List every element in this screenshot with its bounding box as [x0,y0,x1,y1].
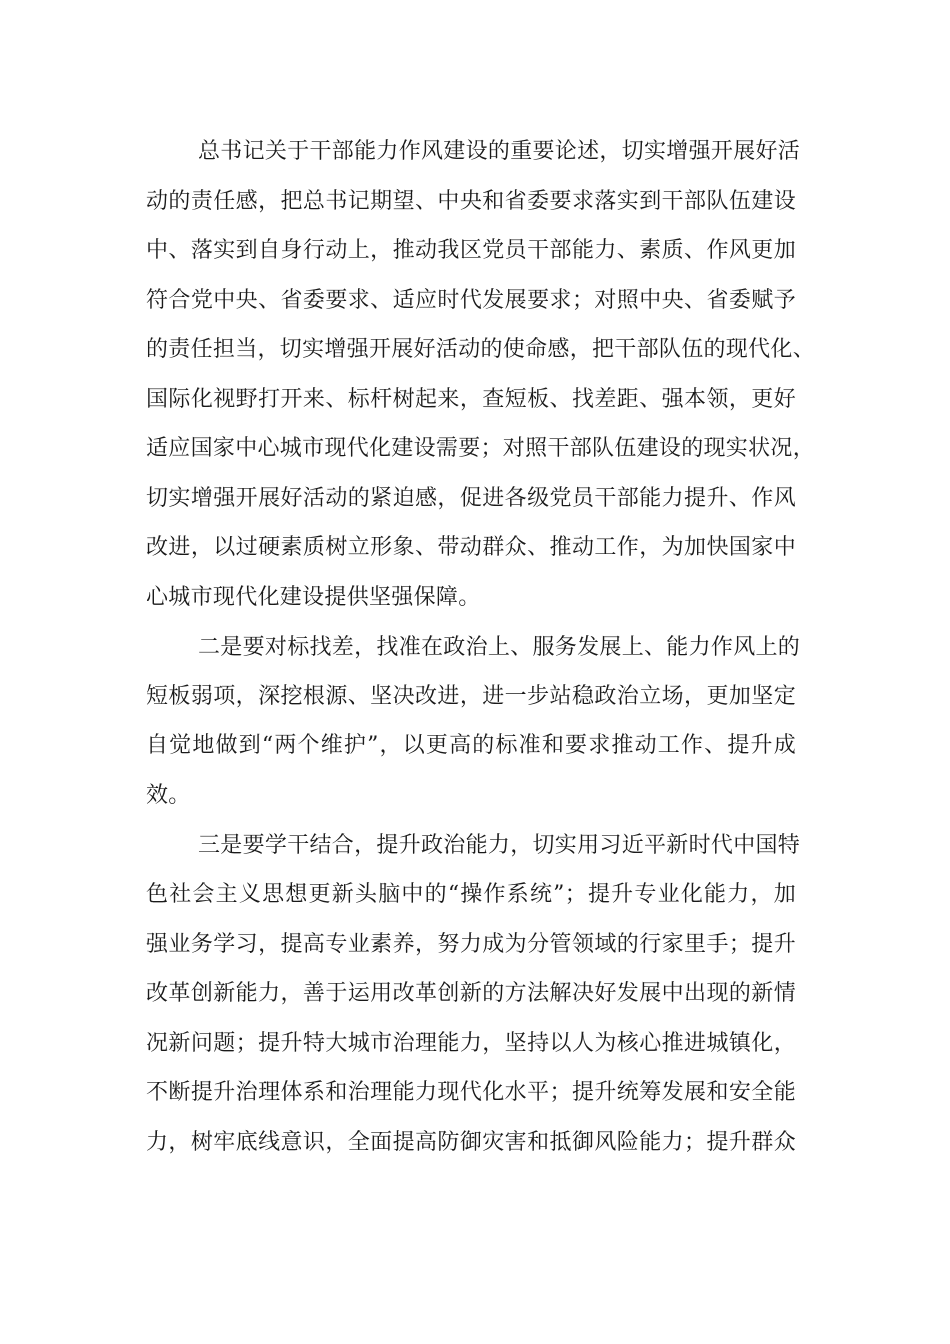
paragraph-1-line-1: 总书记关于干部能力作风建设的重要论述，切实增强开展好活 [198,139,801,164]
paragraph-3-line-5: 况新问题；提升特大城市治理能力，坚持以人为核心推进城镇化， [146,1031,796,1056]
paragraph-2-line-3: 自觉地做到“两个维护”，以更高的标准和要求推动工作、提升成 [146,733,796,758]
paragraph-1-line-6: 国际化视野打开来、标杆树起来，查短板、找差距、强本领，更好 [146,387,796,412]
paragraph-1-line-3: 中、落实到自身行动上，推动我区党员干部能力、素质、作风更加 [146,238,796,263]
paragraph-3-line-4: 改革创新能力，善于运用改革创新的方法解决好发展中出现的新情 [146,981,796,1006]
paragraph-2-line-1: 二是要对标找差，找准在政治上、服务发展上、能力作风上的 [198,635,801,660]
paragraph-3-line-3: 强业务学习，提高专业素养，努力成为分管领域的行家里手；提升 [146,932,796,957]
paragraph-3-line-6: 不断提升治理体系和治理能力现代化水平；提升统筹发展和安全能 [146,1080,796,1105]
paragraph-1-line-7: 适应国家中心城市现代化建设需要；对照干部队伍建设的现实状况， [146,436,816,461]
paragraph-2-line-4: 效。 [146,783,191,808]
paragraph-1-line-8: 切实增强开展好活动的紧迫感，促进各级党员干部能力提升、作风 [146,486,796,511]
paragraph-1-line-9: 改进，以过硬素质树立形象、带动群众、推动工作，为加快国家中 [146,535,796,560]
paragraph-1-line-10: 心城市现代化建设提供坚强保障。 [146,585,481,610]
paragraph-1-line-2: 动的责任感，把总书记期望、中央和省委要求落实到干部队伍建设 [146,189,796,214]
paragraph-2-line-2: 短板弱项，深挖根源、坚决改进，进一步站稳政治立场，更加坚定 [146,684,796,709]
paragraph-1-line-5: 的责任担当，切实增强开展好活动的使命感，把干部队伍的现代化、 [146,337,816,362]
paragraph-3-line-7: 力，树牢底线意识，全面提高防御灾害和抵御风险能力；提升群众 [146,1130,796,1155]
paragraph-1-line-4: 符合党中央、省委要求、适应时代发展要求；对照中央、省委赋予 [146,288,796,313]
paragraph-3-line-1: 三是要学干结合，提升政治能力，切实用习近平新时代中国特 [198,833,801,858]
paragraph-3-line-2: 色社会主义思想更新头脑中的“操作系统”；提升专业化能力，加 [146,882,796,907]
